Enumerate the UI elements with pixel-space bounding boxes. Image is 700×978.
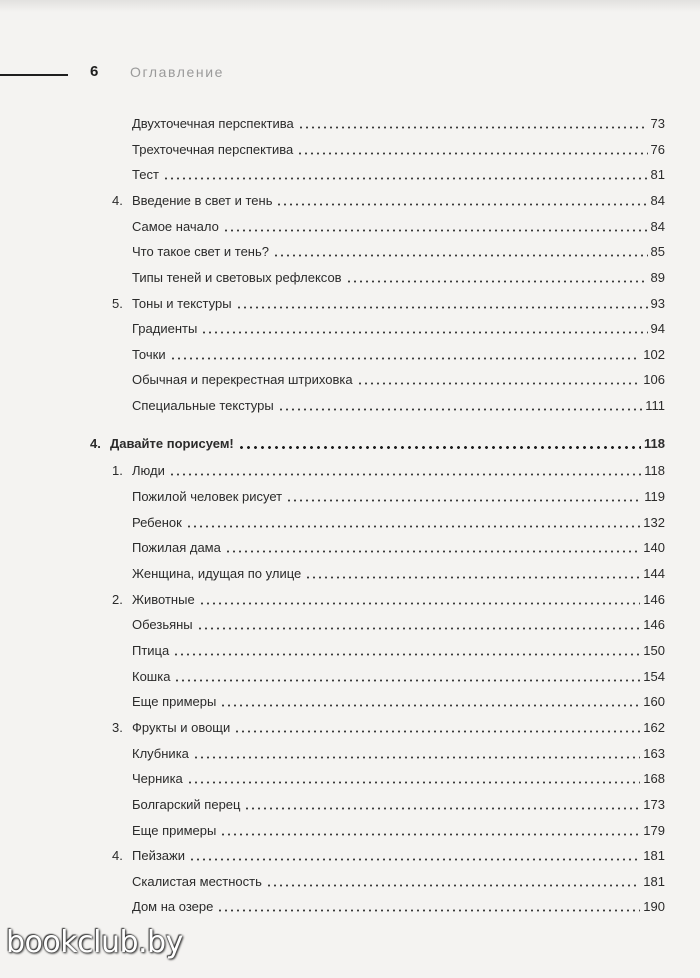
toc-entry-page: 102 (643, 347, 665, 362)
dot-leader (346, 280, 648, 283)
toc-entry-page: 181 (643, 874, 665, 889)
toc-entry (132, 511, 665, 531)
toc-entry-title: Точки (132, 347, 166, 362)
toc-entry-title: Скалистая местность (132, 874, 262, 889)
toc-entry-title: Что такое свет и тень? (132, 244, 269, 259)
toc-entry (90, 432, 665, 452)
toc-entry-page: 144 (643, 566, 665, 581)
dot-leader (278, 408, 643, 411)
page-number: 6 (90, 63, 99, 80)
toc-entry-title: Самое начало (132, 219, 219, 234)
toc-entry (132, 562, 665, 582)
toc-entry (132, 163, 665, 183)
dot-leader (357, 382, 641, 385)
toc-entry (132, 485, 665, 505)
toc-entry-title: Пожилая дама (132, 540, 221, 555)
toc-entry-page: 162 (643, 720, 665, 735)
toc-entry-title: Градиенты (132, 321, 198, 336)
toc-entry-title: Клубника (132, 746, 189, 761)
dot-leader (217, 909, 640, 912)
dot-leader (305, 576, 640, 579)
toc-entry-page: 118 (644, 436, 665, 451)
toc-entry-page: 179 (643, 823, 665, 838)
toc-entry-title: Болгарский перец (132, 797, 241, 812)
toc-entry (132, 895, 665, 915)
toc-entry-number: 2. (112, 592, 123, 607)
toc-entry-title: Пожилой человек рисует (132, 489, 283, 504)
toc-entry-title: Типы теней и световых рефлексов (132, 270, 342, 285)
toc-entry-page: 150 (643, 643, 665, 658)
dot-leader (220, 833, 640, 836)
toc-entry (132, 819, 665, 839)
toc-entry (132, 870, 665, 890)
dot-leader (193, 756, 640, 759)
dot-leader (163, 177, 648, 180)
toc-entry-page: 118 (644, 463, 665, 478)
toc-entry (132, 368, 665, 388)
toc-entry-title: Женщина, идущая по улице (132, 566, 302, 581)
toc-entry-title: Ребенок (132, 515, 182, 530)
dot-leader (276, 203, 647, 206)
toc-entry (132, 613, 665, 633)
toc-entry-number: 4. (112, 848, 123, 863)
dot-leader (186, 525, 640, 528)
toc-entry-page: 76 (650, 142, 665, 157)
watermark-logo: bookclub.by (6, 925, 183, 960)
toc-entry (112, 588, 665, 608)
toc-entry (132, 639, 665, 659)
running-header-title: Оглавление (130, 64, 225, 80)
toc-entry-title: Введение в свет и тень (132, 193, 273, 208)
toc-entry-page: 81 (650, 167, 665, 182)
toc-entry (132, 394, 665, 414)
dot-leader (170, 357, 641, 360)
toc-entry (132, 343, 665, 363)
dot-leader (273, 254, 648, 257)
toc-entry-number: 4. (90, 436, 101, 451)
toc-entry-page: 85 (650, 244, 665, 259)
toc-entry (132, 240, 665, 260)
dot-leader (244, 807, 640, 810)
toc-entry-number: 4. (112, 193, 123, 208)
toc-entry-page: 111 (645, 398, 665, 413)
toc-entry (112, 189, 665, 209)
toc-entry-page: 119 (644, 489, 665, 504)
toc-entry-title: Дом на озере (132, 899, 214, 914)
toc-entry-page: 160 (643, 694, 665, 709)
toc-entry-page: 154 (643, 669, 665, 684)
toc-entry (112, 844, 665, 864)
toc-entry-title: Тоны и текстуры (132, 296, 232, 311)
toc-entry-title: Еще примеры (132, 823, 217, 838)
dot-leader (286, 499, 641, 502)
dot-leader (174, 679, 640, 682)
toc-entry (112, 459, 665, 479)
toc-entry-page: 106 (643, 372, 665, 387)
toc-entry (132, 138, 665, 158)
toc-entry (132, 536, 665, 556)
toc-entry (132, 317, 665, 337)
dot-leader (197, 627, 641, 630)
toc-entry-page: 73 (650, 116, 665, 131)
toc-entry-page: 173 (643, 797, 665, 812)
dot-leader (187, 781, 641, 784)
toc-entry (132, 215, 665, 235)
toc-entry-page: 146 (643, 592, 665, 607)
toc-entry-title: Птица (132, 643, 170, 658)
toc-entry (112, 292, 665, 312)
dot-leader (220, 704, 640, 707)
dot-leader (199, 602, 641, 605)
toc-entry (132, 793, 665, 813)
dot-leader (169, 473, 641, 476)
toc-entry-title: Животные (132, 592, 195, 607)
toc-entry-title: Пейзажи (132, 848, 185, 863)
toc-entry (112, 716, 665, 736)
toc-entry-title: Еще примеры (132, 694, 217, 709)
toc-entry-title: Трехточечная перспектива (132, 142, 294, 157)
toc-entry-title: Черника (132, 771, 183, 786)
dot-leader (234, 730, 640, 733)
toc-entry-page: 181 (643, 848, 665, 863)
toc-entry-title: Кошка (132, 669, 171, 684)
toc-entry-number: 5. (112, 296, 123, 311)
dot-leader (297, 152, 647, 155)
toc-entry-page: 146 (643, 617, 665, 632)
dot-leader (298, 126, 648, 129)
header-rule (0, 74, 68, 76)
toc-entry (132, 767, 665, 787)
toc-entry (132, 112, 665, 132)
toc-entry-page: 89 (650, 270, 665, 285)
toc-entry-title: Двухточечная перспектива (132, 116, 294, 131)
toc-entry-number: 3. (112, 720, 123, 735)
dot-leader (236, 306, 648, 309)
dot-leader (173, 653, 640, 656)
toc-entry-title: Люди (132, 463, 165, 478)
toc-entry-page: 132 (643, 515, 665, 530)
toc-entry-page: 163 (643, 746, 665, 761)
toc-entry-title: Специальные текстуры (132, 398, 274, 413)
dot-leader (238, 446, 641, 449)
top-page-shadow (0, 0, 700, 12)
toc-entry-page: 93 (650, 296, 665, 311)
toc-entry-page: 84 (650, 219, 665, 234)
toc-entry (132, 266, 665, 286)
dot-leader (225, 550, 640, 553)
toc-entry-page: 190 (643, 899, 665, 914)
toc-entry-title: Фрукты и овощи (132, 720, 231, 735)
toc-entry-page: 94 (650, 321, 665, 336)
toc-entry-title: Тест (132, 167, 159, 182)
dot-leader (223, 229, 648, 232)
toc-entry-number: 1. (112, 463, 123, 478)
dot-leader (201, 331, 647, 334)
toc-entry-title: Обычная и перекрестная штриховка (132, 372, 353, 387)
toc-entry-title: Обезьяны (132, 617, 193, 632)
toc-entry (132, 665, 665, 685)
dot-leader (266, 884, 640, 887)
toc-entry-page: 84 (650, 193, 665, 208)
dot-leader (189, 858, 640, 861)
toc-entry-page: 168 (643, 771, 665, 786)
toc-entry (132, 690, 665, 710)
toc-entry-page: 140 (643, 540, 665, 555)
toc-entry-title: Давайте порисуем! (110, 436, 234, 451)
toc-entry (132, 742, 665, 762)
